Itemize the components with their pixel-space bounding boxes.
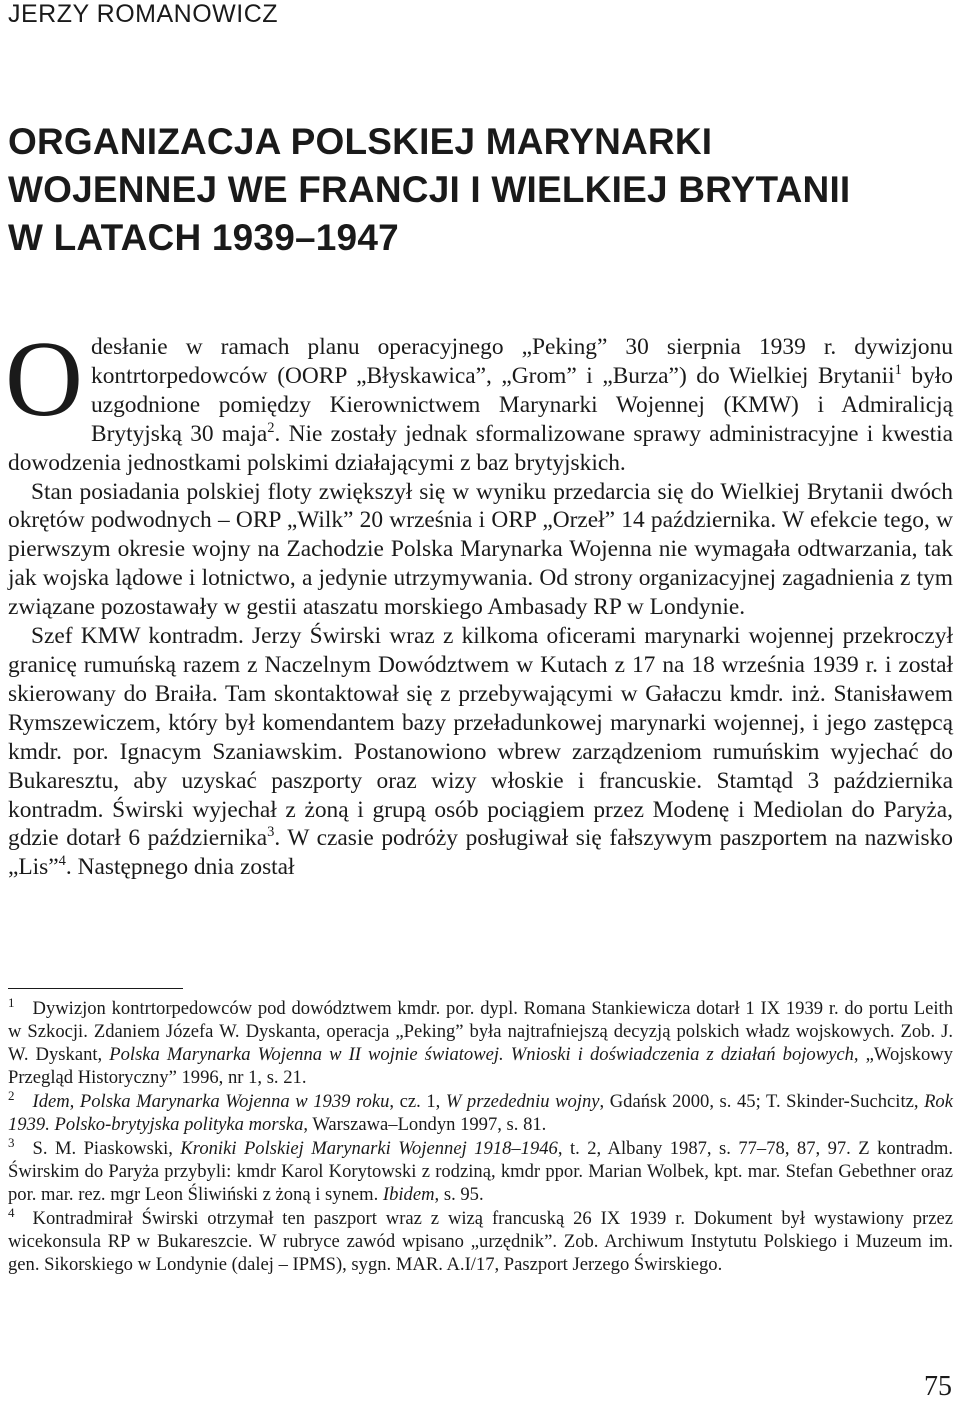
footnote-2: [8, 1087, 953, 1136]
paragraph-text: . Nie zostały jednak sformalizowane sprawy administracyjne i kwestia dowodzenia jednostkami polskimi działającymi z baz brytyjskich.: [8, 420, 953, 476]
paragraph-text: było uzgodnione pomiędzy Kierownictwem Marynarki Wojennej (KMW) i Admiralicją Brytyjską 30 maja: [91, 362, 953, 447]
paragraph-text: . W czasie podróży posługiwał się fałszywym paszportem na nazwisko „Lis”: [8, 825, 953, 881]
footnote-text: W przededniu wojny: [445, 1091, 600, 1112]
running-header-author: JERZY ROMANOWICZ: [8, 0, 279, 28]
article-title-line: W LATACH 1939–1947: [8, 217, 399, 258]
article-title-line: ORGANIZACJA POLSKIEJ MARYNARKI: [8, 121, 713, 162]
footnote-1: [8, 994, 953, 1089]
body-paragraph-1: [5, 320, 953, 478]
body-paragraph-2: Stan posiadania polskiej floty zwiększył się w wyniku przedarcia się do Wielkiej Brytanii dwóch okrętów podwodnych – ORP „Wilk” 20 września i ORP „Orzeł” 14 października. W efekcie tego, w pierwszym okresie wojny na Zachodzie Polska Marynarka Wojenna nie wymagała odtwarzania, tak jak wojska lądowe i lotnictwo, a jedynie utrzymywania. Od strony organizacyjnej zagadnienia z tym związane pozostawały w gestii ataszatu morskiego Ambasady RP w Londynie.: [8, 478, 953, 621]
drop-cap: O: [5, 320, 83, 439]
footnote-text: , „Wojskowy Przegląd Historyczny” 1996, nr 1, s. 21.: [8, 1044, 953, 1088]
footnote-text: Rok 1939. Polsko-brytyjska polityka morska: [8, 1091, 953, 1135]
paragraph-text: . Następnego dnia został: [65, 854, 295, 881]
footnote-separator: [8, 988, 183, 989]
footnote-text: Kroniki Polskiej Marynarki Wojennej 1918–1946: [180, 1138, 558, 1159]
footnote-ref: 1: [894, 361, 902, 378]
article-title-line: WOJENNEJ WE FRANCJI I WIELKIEJ BRYTANII: [8, 169, 851, 210]
footnote-text: Dywizjon kontrtorpedowców pod dowództwem kmdr. por. dypl. Romana Stankiewicza dotarł 1 IX 1939 r. do portu Leith w Szkocji. Zdaniem Józefa W. Dyskanta, operacja „Peking” była najtrafniejszą decyzją polskich władz wojskowych. Zob. J. W. Dyskant,: [8, 998, 953, 1065]
footnote-4: [8, 1204, 953, 1276]
footnote-number: 4: [8, 1204, 15, 1220]
footnote-text: , Gdańsk 2000, s. 45; T. Skinder-Suchcitz,: [599, 1091, 925, 1112]
footnote-ref: 4: [58, 853, 66, 870]
article-body: [5, 320, 953, 882]
body-paragraph-3: [8, 622, 953, 882]
footnote-text: , cz. 1,: [389, 1091, 446, 1112]
footnote-ref: 3: [267, 824, 275, 841]
footnote-text: , Warszawa–Londyn 1997, s. 81.: [303, 1114, 547, 1135]
footnote-text: Polska Marynarka Wojenna w II wojnie światowej. Wnioski i doświadczenia z działań bojowych: [109, 1044, 854, 1065]
article-title: [8, 118, 953, 262]
footnote-text: S. M. Piaskowski,: [32, 1138, 181, 1159]
footnote-3: [8, 1134, 953, 1206]
footnote-text: Idem, Polska Marynarka Wojenna w 1939 roku: [32, 1091, 390, 1112]
footnote-text: Ibidem: [382, 1184, 435, 1205]
paragraph-text: Szef KMW kontradm. Jerzy Świrski wraz z kilkoma oficerami marynarki wojennej przekroczył granicę rumuńską razem z Naczelnym Dowództwem w Kutach z 17 na 18 września 1939 r. i został skierowany do Braiła. Tam skontaktował się z przebywającymi w Gałaczu kmdr. inż. Stanisławem Rymszewiczem, który był komendantem bazy przeładunkowej marynarki wojennej, i jego zastępcą kmdr. por. Ignacym Szaniawskim. Postanowiono wbrew zarządzeniom rumuńskim wyjechać do Bukaresztu, aby uzyskać paszporty oraz wizy włoskie i francuskie. Stamtąd 3 października kontradm. Świrski wyjechał z żoną i grupą osób pociągiem przez Modenę i Mediolan do Paryża, gdzie dotarł 6 października: [8, 623, 953, 852]
footnote-text: Kontradmirał Świrski otrzymał ten paszport wraz z wizą francuską 26 IX 1939 r. Dokument był wystawiony przez wicekonsula RP w Bukareszcie. W rubryce zawód wpisano „urzędnik”. Zob. Archiwum Instytutu Polskiego i Muzeum im. gen. Sikorskiego w Londynie (dalej – IPMS), sygn. MAR. A.I/17, Paszport Jerzego Świrskiego.: [8, 1208, 953, 1275]
footnote-text: , s. 95.: [434, 1184, 484, 1205]
footnote-number: 2: [8, 1087, 15, 1103]
footnotes: [8, 994, 953, 1277]
footnote-number: 3: [8, 1134, 15, 1150]
footnote-ref: 2: [267, 419, 275, 436]
footnote-text: , t. 2, Albany 1987, s. 77–78, 87, 97. Z kontradm. Świrskim do Paryża przybyli: kmdr Karol Korytowski z rodziną, kmdr ppor. Marian Wolbek, kpt. mar. Stefan Gebethner oraz por. mar. rez. mgr Leon Śliwiński z żoną i synem.: [8, 1138, 953, 1205]
page-number: 75: [924, 1371, 952, 1402]
paragraph-text: desłanie w ramach planu operacyjnego „Peking” 30 sierpnia 1939 r. dywizjonu kontrtorpedowców (OORP „Błyskawica”, „Grom” i „Burza”) do Wielkiej Brytanii: [91, 334, 953, 389]
footnote-number: 1: [8, 994, 15, 1010]
